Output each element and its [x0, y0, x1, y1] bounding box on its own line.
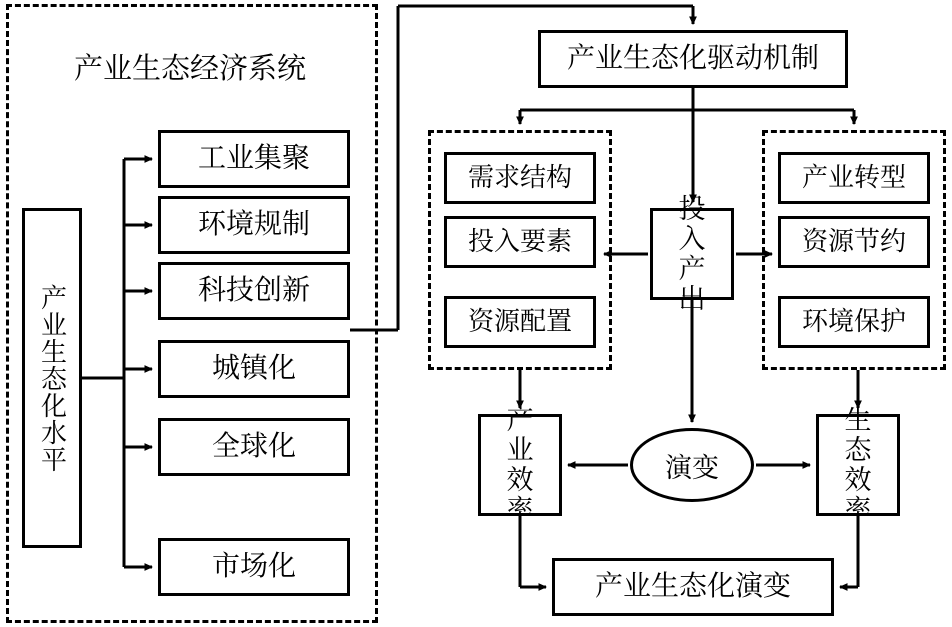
- factor-box-4: [158, 340, 350, 398]
- evolution-node: [630, 428, 754, 502]
- transform-group-label-1: 产业转型: [801, 163, 906, 193]
- input-output-label: 投入产出: [678, 193, 706, 315]
- factor-label-6: 市场化: [211, 551, 296, 583]
- factor-box-3: [158, 262, 350, 320]
- factor-box-5: [158, 418, 350, 476]
- eco-efficiency-box: [816, 404, 900, 526]
- demand-group-box-1: [444, 152, 596, 204]
- left-panel-title: 产业生态经济系统: [74, 53, 307, 85]
- industry-efficiency-label: 产业效率: [506, 404, 534, 526]
- demand-group-box-2: [444, 216, 596, 268]
- factor-label-3: 科技创新: [197, 275, 310, 307]
- transform-group-box-2: [778, 216, 930, 268]
- evolution-result-box: [552, 558, 834, 616]
- transform-group-box-1: [778, 152, 930, 204]
- driver-mechanism-label: 产业生态化驱动机制: [566, 43, 819, 75]
- input-output-box: [650, 193, 734, 315]
- evolution-result-label: 产业生态化演变: [594, 571, 791, 603]
- industrial-ecology-level-box: [22, 208, 82, 548]
- transform-group-label-2: 资源节约: [801, 227, 906, 257]
- evolution-label: 演变: [665, 452, 719, 483]
- factor-box-2: [158, 196, 350, 254]
- demand-group-label-3: 资源配置: [467, 307, 572, 337]
- industry-efficiency-box: [478, 404, 562, 526]
- factor-box-1: [158, 130, 350, 188]
- factor-box-6: [158, 538, 350, 596]
- factor-label-4: 城镇化: [211, 353, 296, 385]
- demand-group-box-3: [444, 296, 596, 348]
- transform-group-box-3: [778, 296, 930, 348]
- transform-group-label-3: 环境保护: [801, 307, 906, 337]
- factor-label-5: 全球化: [211, 431, 296, 463]
- demand-group-label-1: 需求结构: [467, 163, 572, 193]
- factor-label-1: 工业集聚: [197, 143, 310, 175]
- industrial-ecology-level-label: 产业生态化水平: [37, 283, 67, 473]
- eco-efficiency-label: 生态效率: [844, 404, 872, 526]
- factor-label-2: 环境规制: [197, 209, 310, 241]
- demand-group-label-2: 投入要素: [467, 227, 572, 257]
- driver-mechanism-box: [538, 30, 848, 88]
